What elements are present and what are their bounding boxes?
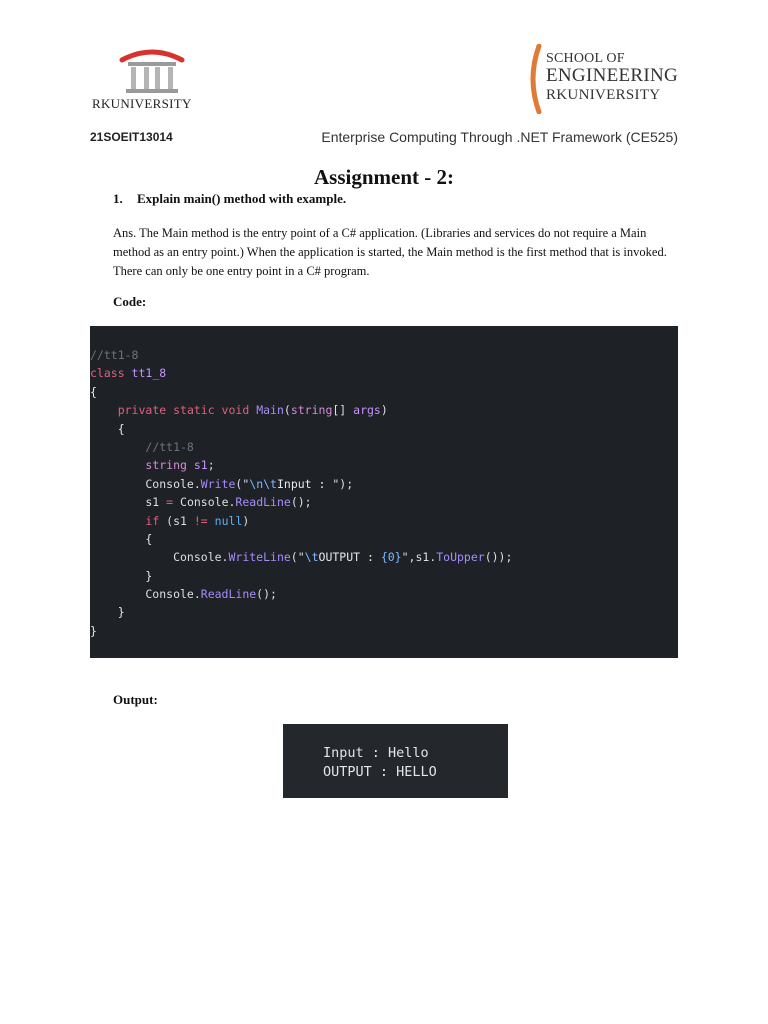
output-line: OUTPUT : HELLO (323, 764, 437, 780)
code-token: ",s1. (401, 550, 437, 565)
output-label: Output: (113, 692, 158, 707)
code-token: } (90, 568, 153, 583)
code-token: OUTPUT : (318, 550, 381, 565)
code-token: \n\t (249, 476, 277, 491)
console-output (283, 724, 508, 798)
code-token: string (290, 403, 333, 418)
code-token: null (214, 513, 243, 528)
code-token: \t (304, 550, 319, 565)
code-line (90, 346, 678, 364)
code-token: != (193, 513, 208, 528)
code-token: string (145, 458, 194, 473)
code-line (90, 567, 678, 585)
engineering-text: ENGINEERING (546, 65, 679, 86)
code-token: { (90, 384, 97, 399)
code-block (90, 326, 678, 658)
code-token: Console. (90, 587, 201, 602)
code-line (90, 585, 678, 603)
university-name: RKUNIVERSITY (92, 96, 192, 111)
code-token: { (90, 421, 125, 436)
code-token: Console. (173, 495, 236, 510)
code-token: s1 (193, 458, 208, 473)
rku-text: RKUNIVERSITY (546, 87, 661, 103)
code-token: ReadLine (200, 587, 257, 602)
code-token: = (166, 495, 174, 510)
school-logo (525, 44, 685, 114)
enrollment-number: 21SOEIT13014 (90, 130, 173, 144)
code-token: ( (283, 403, 291, 418)
code-token (90, 458, 145, 472)
code-line (90, 383, 678, 401)
code-token (208, 514, 215, 528)
code-token (90, 514, 145, 528)
code-line (90, 512, 678, 530)
code-line (90, 401, 678, 419)
code-token: //tt1-8 (145, 439, 194, 454)
code-token: } (90, 623, 97, 638)
code-token: ReadLine (235, 495, 291, 510)
code-token: (" (235, 476, 250, 491)
output-line: Input : Hello (323, 745, 429, 761)
code-line (90, 530, 678, 548)
code-line (90, 438, 678, 456)
code-token: Main (256, 403, 284, 418)
code-token: s1 (90, 495, 167, 510)
code-token: tt1_8 (131, 366, 167, 381)
code-label: Code: (113, 294, 147, 309)
code-token: class (90, 366, 132, 381)
code-line (90, 622, 678, 640)
code-line (90, 548, 678, 566)
code-token: ) (242, 513, 250, 528)
question-number: 1. (113, 191, 123, 206)
code-token: Console. (90, 476, 201, 491)
question-text: Explain main() method with example. (137, 191, 347, 206)
code-token: Console. (90, 550, 229, 565)
code-token: if (145, 513, 160, 528)
code-line (90, 493, 678, 511)
code-token: ()); (484, 550, 513, 565)
answer-paragraph: Ans. The Main method is the entry point of a C# application. (Libraries and services do not require a Main method as an entry point.) When the application is started, the Main method is the first method that is invoked. There can only be one entry point in a C# program. (113, 226, 667, 278)
code-token: Input : (276, 476, 333, 491)
code-token: } (90, 605, 125, 620)
code-token: (); (256, 587, 277, 602)
code-token: { (90, 531, 153, 546)
code-line (90, 475, 678, 493)
code-line (90, 603, 678, 621)
code-token: ; (207, 458, 215, 473)
code-token: //tt1-8 (90, 348, 139, 362)
page-title: Assignment - 2: (314, 165, 454, 189)
code-token: "); (332, 476, 354, 491)
code-token: args (353, 403, 381, 418)
course-title: Enterprise Computing Through .NET Framework (CE525) (321, 129, 678, 145)
question (113, 191, 346, 207)
code-token: {0} (380, 550, 402, 565)
code-token (90, 440, 145, 454)
code-line (90, 364, 678, 382)
code-line (90, 420, 678, 438)
bracket-icon (525, 44, 543, 114)
code-line (90, 456, 678, 474)
code-token: WriteLine (228, 550, 291, 565)
code-token (90, 403, 118, 417)
code-token: ) (380, 403, 388, 418)
school-of-text: SCHOOL OF (546, 51, 625, 66)
code-token: ToUpper (436, 550, 485, 565)
code-token: (" (290, 550, 305, 565)
code-token: (); (290, 495, 312, 510)
code-token: (s1 (159, 513, 194, 528)
code-token: [] (332, 403, 354, 418)
code-token: Write (200, 476, 236, 491)
code-token: private static void (117, 403, 257, 418)
